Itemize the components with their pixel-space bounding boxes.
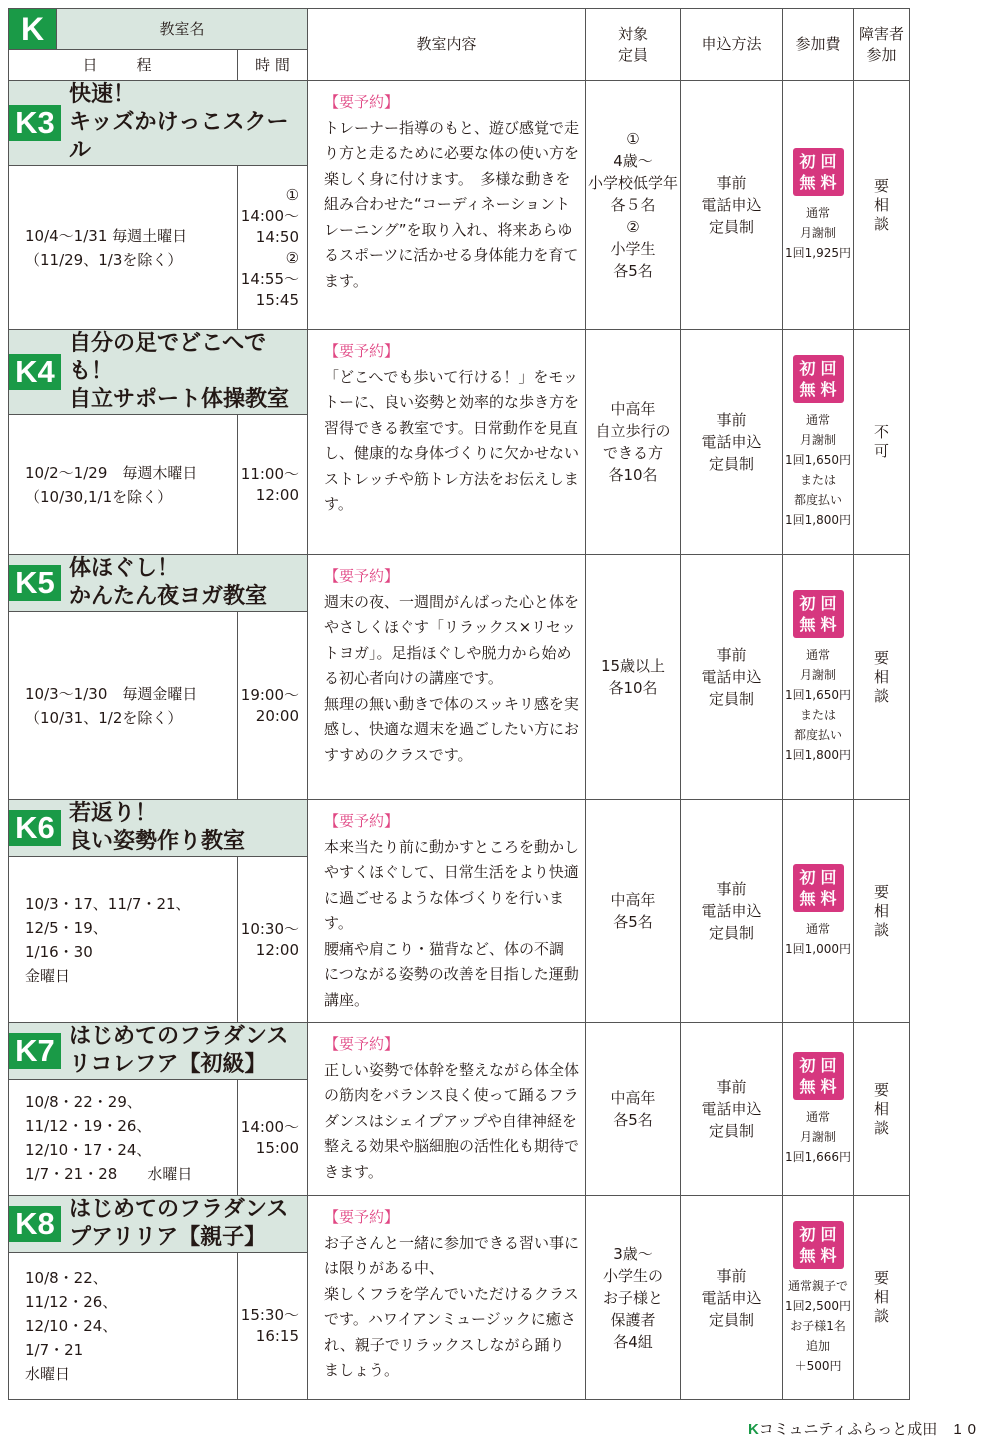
course-row <box>9 1196 910 1253</box>
course-row <box>9 1023 910 1080</box>
course-title: 快速！ キッズかけっこスクール <box>69 82 289 163</box>
course-method: 事前 電話申込 定員制 <box>681 330 783 555</box>
course-title: はじめてのフラダンス プアリリア【親子】 <box>69 1197 289 1250</box>
first-free-badge: 初回 無料 <box>793 864 844 912</box>
page-footer <box>748 1418 982 1439</box>
course-description: 「どこへでも歩いて行ける！」をモットーに、良い姿勢と効率的な歩き方を習得できる教室です。日常動作を見直し、健康的な身体づくりに欠かせないストレッチや筋トレ方法をお伝えします。 <box>324 367 580 513</box>
course-fee-cell <box>783 1196 854 1400</box>
reservation-tag: 【要予約】 <box>324 93 400 111</box>
course-title-cell <box>9 1196 308 1253</box>
course-target: 中高年 各5名 <box>586 1023 681 1196</box>
course-fee: 通常 月謝制 1回1,650円 または 都度払い 1回1,800円 <box>785 648 852 762</box>
footer-k: K <box>747 1421 759 1438</box>
course-title: 体ほぐし！ かんたん夜ヨガ教室 <box>69 556 268 609</box>
course-dates: 10/8・22・29、 11/12・19・26、 12/10・17・24、 1/7・21・28 水曜日 <box>9 1080 238 1196</box>
method-header: 申込方法 <box>681 9 783 81</box>
course-fee: 通常 月謝制 1回1,650円 または 都度払い 1回1,800円 <box>785 413 852 527</box>
course-title: 自分の足でどこへでも！ 自立サポート体操教室 <box>69 331 290 412</box>
course-fee-cell <box>783 81 854 330</box>
first-free-badge: 初回 無料 <box>793 1221 844 1269</box>
course-row <box>9 800 910 857</box>
course-fee-cell <box>783 330 854 555</box>
course-description: トレーナー指導のもと、遊び感覚で走り方と走るために必要な体の使い方を楽しく身に付けます。 多様な動きを組み合わせた“コーディネーショントレーニング”を取り入れ、将来あらゆるスポーツに活かせる身体能力を育てます。 <box>324 118 580 290</box>
course-code-badge: K4 <box>9 354 61 390</box>
time-header: 時 間 <box>238 50 308 81</box>
course-times: 10:30〜 12:00 <box>238 857 308 1023</box>
course-times: 14:00〜 15:00 <box>238 1080 308 1196</box>
course-disabled: 要 相 談 <box>854 81 910 330</box>
first-free-badge: 初回 無料 <box>793 148 844 196</box>
course-disabled: 要 相 談 <box>854 800 910 1023</box>
course-dates: 10/4〜1/31 毎週土曜日 （11/29、1/3を除く） <box>9 166 238 330</box>
course-description-cell <box>308 1196 586 1400</box>
reservation-tag: 【要予約】 <box>324 1035 400 1053</box>
course-disabled: 不 可 <box>854 330 910 555</box>
schedule-header: 日 程 <box>9 50 238 81</box>
course-title-cell <box>9 1023 308 1080</box>
course-code-badge: K3 <box>9 105 61 141</box>
course-fee-cell <box>783 800 854 1023</box>
course-target: 15歳以上 各10名 <box>586 555 681 800</box>
disabled-header: 障害者 参加 <box>854 9 910 81</box>
course-target: 3歳〜 小学生の お子様と 保護者 各4組 <box>586 1196 681 1400</box>
course-code-badge: K6 <box>9 810 61 846</box>
classroom-header: 教室名 <box>57 9 308 50</box>
content-header: 教室内容 <box>308 9 586 81</box>
target-header: 対象 定員 <box>586 9 681 81</box>
course-description-cell <box>308 800 586 1023</box>
course-description: 正しい姿勢で体幹を整えながら体全体の筋肉をバランス良く使って踊るフラダンスはシェイプアップや自律神経を整える効果や脳細胞の活性化も期待できます。 <box>324 1060 580 1181</box>
course-title-cell <box>9 330 308 415</box>
page-number: 10 <box>953 1421 982 1438</box>
course-code-badge: K5 <box>9 565 61 601</box>
course-description-cell <box>308 330 586 555</box>
course-method: 事前 電話申込 定員制 <box>681 800 783 1023</box>
course-method: 事前 電話申込 定員制 <box>681 81 783 330</box>
course-code-badge: K7 <box>9 1033 61 1069</box>
course-times: 19:00〜 20:00 <box>238 612 308 800</box>
course-title: はじめてのフラダンス リコレフア【初級】 <box>69 1024 289 1077</box>
course-dates: 10/2〜1/29 毎週木曜日 （10/30,1/1を除く） <box>9 415 238 555</box>
course-description-cell <box>308 81 586 330</box>
course-row <box>9 555 910 612</box>
course-method: 事前 電話申込 定員制 <box>681 555 783 800</box>
reservation-tag: 【要予約】 <box>324 567 400 585</box>
footer-name: コミュニティふらっと成田 <box>758 1421 938 1438</box>
course-description-cell <box>308 1023 586 1196</box>
course-row <box>9 81 910 166</box>
header-row-1 <box>9 9 910 50</box>
course-disabled: 要 相 談 <box>854 555 910 800</box>
first-free-badge: 初回 無料 <box>793 590 844 638</box>
k-label: K <box>9 9 57 50</box>
course-title-cell <box>9 555 308 612</box>
course-dates: 10/8・22、 11/12・26、 12/10・24、 1/7・21 水曜日 <box>9 1253 238 1400</box>
course-fee: 通常 1回1,000円 <box>785 922 852 956</box>
course-row <box>9 330 910 415</box>
course-title-cell <box>9 800 308 857</box>
course-fee: 通常 月謝制 1回1,925円 <box>785 206 852 260</box>
course-target: 中高年 各5名 <box>586 800 681 1023</box>
course-target: ① 4歳〜 小学校低学年 各５名 ② 小学生 各5名 <box>586 81 681 330</box>
course-times: ① 14:00〜 14:50 ② 14:55〜 15:45 <box>238 166 308 330</box>
course-fee: 通常親子で 1回2,500円 お子様1名 追加 ＋500円 <box>785 1278 852 1373</box>
course-description: 本来当たり前に動かすところを動かしやすくほぐして、日常生活をより快適に過ごせるような体づくりを行います。 腰痛や肩こり・猫背など、体の不調につながる姿勢の改善を目指した運動講座。 <box>324 837 580 1009</box>
first-free-badge: 初回 無料 <box>793 355 844 403</box>
fee-header: 参加費 <box>783 9 854 81</box>
course-target: 中高年 自立歩行の できる方 各10名 <box>586 330 681 555</box>
course-dates: 10/3・17、11/7・21、 12/5・19、 1/16・30 金曜日 <box>9 857 238 1023</box>
course-fee-cell <box>783 1023 854 1196</box>
course-times: 15:30〜 16:15 <box>238 1253 308 1400</box>
course-method: 事前 電話申込 定員制 <box>681 1196 783 1400</box>
first-free-badge: 初回 無料 <box>793 1052 844 1100</box>
course-description-cell <box>308 555 586 800</box>
course-fee-cell <box>783 555 854 800</box>
course-dates: 10/3〜1/30 毎週金曜日 （10/31、1/2を除く） <box>9 612 238 800</box>
schedule-table <box>8 8 910 1400</box>
course-fee: 通常 月謝制 1回1,666円 <box>785 1110 852 1164</box>
course-disabled: 要 相 談 <box>854 1196 910 1400</box>
course-method: 事前 電話申込 定員制 <box>681 1023 783 1196</box>
course-times: 11:00〜 12:00 <box>238 415 308 555</box>
reservation-tag: 【要予約】 <box>324 342 400 360</box>
course-title: 若返り！ 良い姿勢作り教室 <box>69 801 246 854</box>
course-disabled: 要 相 談 <box>854 1023 910 1196</box>
course-title-cell <box>9 81 308 166</box>
course-description: 週末の夜、一週間がんばった心と体をやさしくほぐす「リラックス×リセットヨガ」。足指ほぐしや脱力から始める初心者向けの講座です。 無理の無い動きで体のスッキリ感を実感し、快適な週末を過ごしたい方におすすめのクラスです。 <box>324 592 580 764</box>
reservation-tag: 【要予約】 <box>324 1208 400 1226</box>
reservation-tag: 【要予約】 <box>324 812 400 830</box>
course-code-badge: K8 <box>9 1206 61 1242</box>
course-description: お子さんと一緒に参加できる習い事には限りがある中、 楽しくフラを学んでいただけるクラスです。ハワイアンミュージックに癒され、親子でリラックスしながら踊りましょう。 <box>324 1233 580 1379</box>
